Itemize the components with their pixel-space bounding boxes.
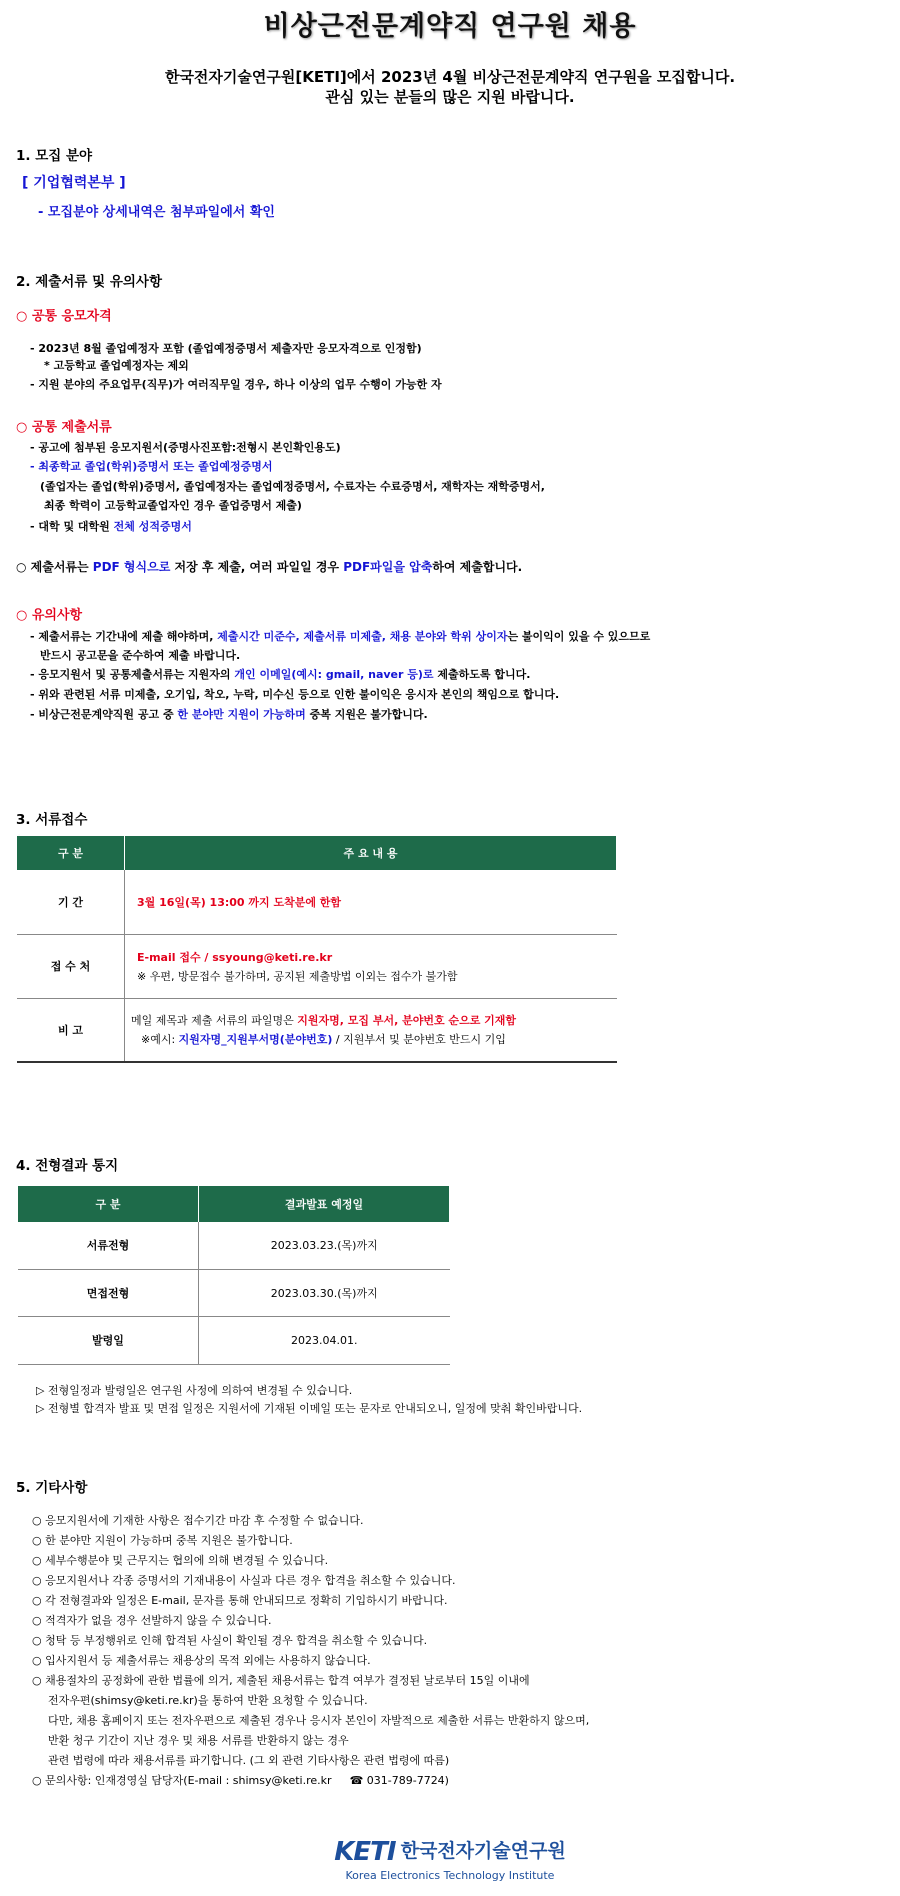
result-table-header-date: 결과발표 예정일 bbox=[199, 1186, 450, 1222]
documents-item-2: - 최종학교 졸업(학위)증명서 또는 졸업예정증명서 bbox=[30, 460, 273, 473]
documents-item-2-detail-a: (졸업자는 졸업(학위)증명서, 졸업예정자는 졸업예정증명서, 수료자는 수료증명서, 재학자는 재학증명서, bbox=[40, 480, 545, 493]
phone-text: ☎ 031-789-7724) bbox=[349, 1774, 449, 1787]
application-table-header-content: 주 요 내 용 bbox=[125, 836, 617, 870]
result-row-label: 서류전형 bbox=[18, 1222, 199, 1269]
list-item: ○ 채용절차의 공정화에 관한 법률에 의거, 제출된 채용서류는 합격 여부가 결정된 날로부터 15일 이내에 bbox=[32, 1674, 530, 1687]
pdf-instruction: ○ 제출서류는 PDF 형식으로 저장 후 제출, 여러 파일일 경우 PDF파일을 압축하여 제출합니다. bbox=[16, 560, 523, 574]
documents-item-2-detail-b: 최종 학력이 고등학교졸업자인 경우 졸업증명서 제출) bbox=[44, 499, 302, 512]
logo-korean-name: 한국전자기술연구원 bbox=[400, 1840, 566, 1862]
table-row bbox=[17, 934, 617, 998]
list-item: ○ 적격자가 없을 경우 선발하지 않을 수 있습니다. bbox=[32, 1614, 272, 1627]
logo-mark: KETI bbox=[334, 1837, 396, 1867]
list-item: ○ 각 전형결과와 일정은 E-mail, 문자를 통해 안내되므로 정확히 기입하시기 바랍니다. bbox=[32, 1594, 448, 1607]
list-item: ○ 응모지원서나 각종 증명서의 기재내용이 사실과 다른 경우 합격을 취소할 수 있습니다. bbox=[32, 1574, 456, 1587]
note-item-1: - 제출서류는 기간내에 제출 해야하며, 제출시간 미준수, 제출서류 미제출, 채용 분야와 학위 상이자는 불이익이 있을 수 있으므로 bbox=[30, 630, 651, 643]
department-label: [ 기업협력본부 ] bbox=[22, 175, 126, 191]
result-note-1: ▷ 전형일정과 발령일은 연구원 사정에 의하여 변경될 수 있습니다. bbox=[36, 1384, 353, 1397]
note-item-2: - 응모지원서 및 공통제출서류는 지원자의 개인 이메일(예시: gmail, naver 등)로 제출하도록 합니다. bbox=[30, 668, 531, 681]
result-schedule-table bbox=[18, 1186, 450, 1365]
documents-item-1: - 공고에 첨부된 응모지원서(증명사진포함:전형시 본인확인용도) bbox=[30, 441, 341, 454]
list-item: ○ 세부수행분야 및 근무지는 협의에 의해 변경될 수 있습니다. bbox=[32, 1554, 329, 1567]
qualification-heading: ○ 공통 응모자격 bbox=[16, 309, 112, 324]
qualification-item-2: - 지원 분야의 주요업무(직무)가 여러직무일 경우, 하나 이상의 업무 수행이 가능한 자 bbox=[30, 378, 442, 391]
result-row-date: 2023.04.01. bbox=[291, 1333, 358, 1347]
note-item-1-cont: 반드시 공고문을 준수하여 제출 바랍니다. bbox=[40, 649, 241, 662]
remarks-cell bbox=[125, 998, 617, 1062]
remarks-label: 비 고 bbox=[17, 998, 125, 1062]
list-item-cont: 다만, 채용 홈페이지 또는 전자우편으로 제출된 경우나 응시자 본인이 자발적으로 제출한 서류는 반환하지 않으며, bbox=[48, 1714, 590, 1727]
notes-heading: ○ 유의사항 bbox=[16, 608, 83, 623]
list-item: ○ 응모지원서에 기재한 사항은 접수기간 마감 후 수정할 수 없습니다. bbox=[32, 1514, 364, 1527]
list-item-cont: 전자우편(shimsy@keti.re.kr)을 통하여 반환 요청할 수 있습니다. bbox=[48, 1694, 368, 1707]
qualification-item-1: - 2023년 8월 졸업예정자 포함 (졸업예정증명서 제출자만 응모자격으로 인정함) bbox=[30, 342, 422, 355]
application-table bbox=[17, 836, 617, 1063]
keti-logo bbox=[0, 1836, 900, 1883]
documents-item-3: - 대학 및 대학원 전체 성적증명서 bbox=[30, 520, 192, 533]
remarks-line-1: 메일 제목과 제출 서류의 파일명은 지원자명, 모집 부서, 분야번호 순으로 기재함 bbox=[131, 1014, 517, 1028]
page-title: 비상근전문계약직 연구원 채용 bbox=[263, 11, 637, 42]
submission-email: E-mail 접수 / ssyoung@keti.re.kr bbox=[137, 950, 333, 964]
table-row bbox=[17, 870, 617, 934]
application-table-header-category: 구 분 bbox=[17, 836, 125, 870]
result-row-label: 발령일 bbox=[18, 1316, 199, 1364]
table-row bbox=[17, 998, 617, 1062]
note-item-3: - 위와 관련된 서류 미제출, 오기입, 착오, 누락, 미수신 등으로 인한 불이익은 응시자 본인의 책임으로 합니다. bbox=[30, 688, 560, 701]
submission-cell bbox=[125, 934, 617, 998]
documents-heading: ○ 공통 제출서류 bbox=[16, 420, 112, 435]
table-row bbox=[18, 1269, 450, 1316]
department-detail: - 모집분야 상세내역은 첨부파일에서 확인 bbox=[38, 205, 275, 220]
section-2-heading: 2. 제출서류 및 유의사항 bbox=[16, 274, 162, 290]
list-item: ○ 한 분야만 지원이 가능하며 중복 지원은 불가합니다. bbox=[32, 1534, 293, 1547]
note-item-4: - 비상근전문계약직원 공고 중 한 분야만 지원이 가능하며 중복 지원은 불가합니다. bbox=[30, 708, 428, 721]
period-value: 3월 16일(목) 13:00 까지 도착분에 한함 bbox=[125, 870, 617, 934]
submission-note: ※ 우편, 방문접수 불가하며, 공지된 제출방법 이외는 접수가 불가함 bbox=[137, 969, 458, 983]
remarks-line-2: ※예시: 지원자명_지원부서명(분야번호) / 지원부서 및 분야번호 반드시 기입 bbox=[141, 1033, 506, 1047]
list-item-cont: 관련 법령에 따라 채용서류를 파기합니다. (그 외 관련 기타사항은 관련 법령에 따름) bbox=[48, 1754, 450, 1767]
list-item: ○ 입사지원서 등 제출서류는 채용상의 목적 외에는 사용하지 않습니다. bbox=[32, 1654, 371, 1667]
table-row bbox=[18, 1316, 450, 1364]
section-5-heading: 5. 기타사항 bbox=[16, 1480, 88, 1496]
result-row-date: 2023.03.30.(목)까지 bbox=[199, 1269, 450, 1316]
qualification-item-1-note: * 고등학교 졸업예정자는 제외 bbox=[44, 359, 189, 372]
list-item: ○ 청탁 등 부정행위로 인해 합격된 사실이 확인될 경우 합격을 취소할 수 있습니다. bbox=[32, 1634, 428, 1647]
intro-line-1: 한국전자기술연구원[KETI]에서 2023년 4월 비상근전문계약직 연구원을 모집합니다. bbox=[164, 68, 736, 86]
result-row-label: 면접전형 bbox=[18, 1269, 199, 1316]
logo-english-name: Korea Electronics Technology Institute bbox=[345, 1869, 555, 1882]
section-1-heading: 1. 모집 분야 bbox=[16, 148, 93, 164]
list-item-cont: 반환 청구 기간이 지난 경우 및 채용 서류를 반환하지 않는 경우 bbox=[48, 1734, 349, 1747]
result-note-2: ▷ 전형별 합격자 발표 및 면접 일정은 지원서에 기재된 이메일 또는 문자로 안내되오니, 일정에 맞춰 확인바랍니다. bbox=[36, 1402, 583, 1415]
intro-line-2: 관심 있는 분들의 많은 지원 바랍니다. bbox=[325, 88, 575, 106]
submission-label: 접 수 처 bbox=[17, 934, 125, 998]
result-table-header-category: 구 분 bbox=[18, 1186, 199, 1222]
table-row bbox=[18, 1222, 450, 1269]
period-label: 기 간 bbox=[17, 870, 125, 934]
section-4-heading: 4. 전형결과 통지 bbox=[16, 1158, 119, 1174]
contact-line: ○ 문의사항: 인재경영실 담당자(E-mail : shimsy@keti.re.kr ☎ 031-789-7724) bbox=[32, 1774, 449, 1787]
result-row-date: 2023.03.23.(목)까지 bbox=[199, 1222, 450, 1269]
section-3-heading: 3. 서류접수 bbox=[16, 812, 88, 828]
